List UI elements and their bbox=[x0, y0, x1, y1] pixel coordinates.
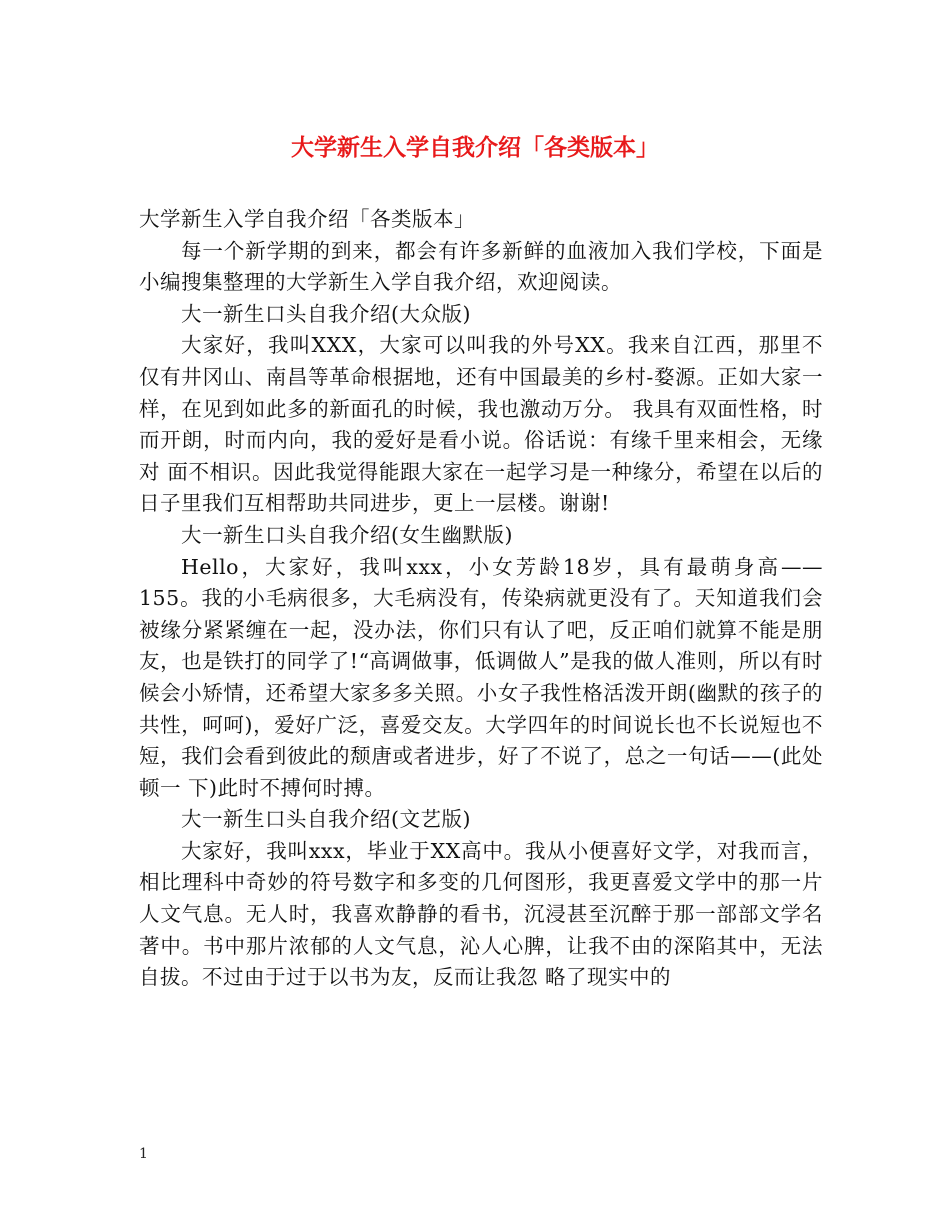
section-heading-public: 大一新生口头自我介绍(大众版) bbox=[181, 301, 471, 326]
document-body bbox=[139, 204, 823, 994]
page-number: 1 bbox=[139, 1146, 148, 1162]
paragraph-humor: Hello，大家好，我叫xxx，小女芳龄18岁，具有最萌身高——155。我的小毛病很多，大毛病没有，传染病就更没有了。天知道我们会被缘分紧紧缠在一起，没办法，你们只有认了吧，反正咱们就算不能是朋友，也是铁打的同学了!“高调做事，低调做人”是我的做人准则，所以有时候会小矫情，还希望大家多多关照。小女子我性格活泼开朗(幽默的孩子的共性，呵呵)，爱好广泛，喜爱交友。大学四年的时间说长也不长说短也不短，我们会看到彼此的颓唐或者进步，好了不说了，总之一句话——(此处顿一 下)此时不搏何时搏。 bbox=[139, 554, 823, 800]
section-heading-literary: 大一新生口头自我介绍(文艺版) bbox=[181, 807, 471, 832]
section-heading-humor: 大一新生口头自我介绍(女生幽默版) bbox=[181, 522, 513, 547]
paragraph-public: 大家好，我叫XXX，大家可以叫我的外号XX。我来自江西，那里不仅有井冈山、南昌等革命根据地，还有中国最美的乡村-婺源。正如大家一样，在见到如此多的新面孔的时候，我也激动万分。 我具有双面性格，时而开朗，时而内向，我的爱好是看小说。俗话说：有缘千里来相会，无缘对 面不相识。因此我觉得能跟大家在一起学习是一种缘分，希望在以后的日子里我们互相帮助共同进步，更上一层楼。谢谢! bbox=[139, 333, 823, 516]
paragraph-intro: 每一个新学期的到来，都会有许多新鲜的血液加入我们学校，下面是小编搜集整理的大学新生入学自我介绍，欢迎阅读。 bbox=[139, 238, 823, 295]
document-title: 大学新生入学自我介绍「各类版本」 bbox=[291, 134, 659, 161]
paragraph-literary: 大家好，我叫xxx，毕业于XX高中。我从小便喜好文学，对我而言，相比理科中奇妙的符号数字和多变的几何图形，我更喜爱文学中的那一片人文气息。无人时，我喜欢静静的看书，沉浸甚至沉醉于那一部部文学名著中。书中那片浓郁的人文气息，沁人心脾，让我不由的深陷其中，无法自拔。不过由于过于以书为友，反而让我忽 略了现实中的 bbox=[139, 838, 823, 990]
paragraph-heading: 大学新生入学自我介绍「各类版本」 bbox=[139, 207, 475, 231]
